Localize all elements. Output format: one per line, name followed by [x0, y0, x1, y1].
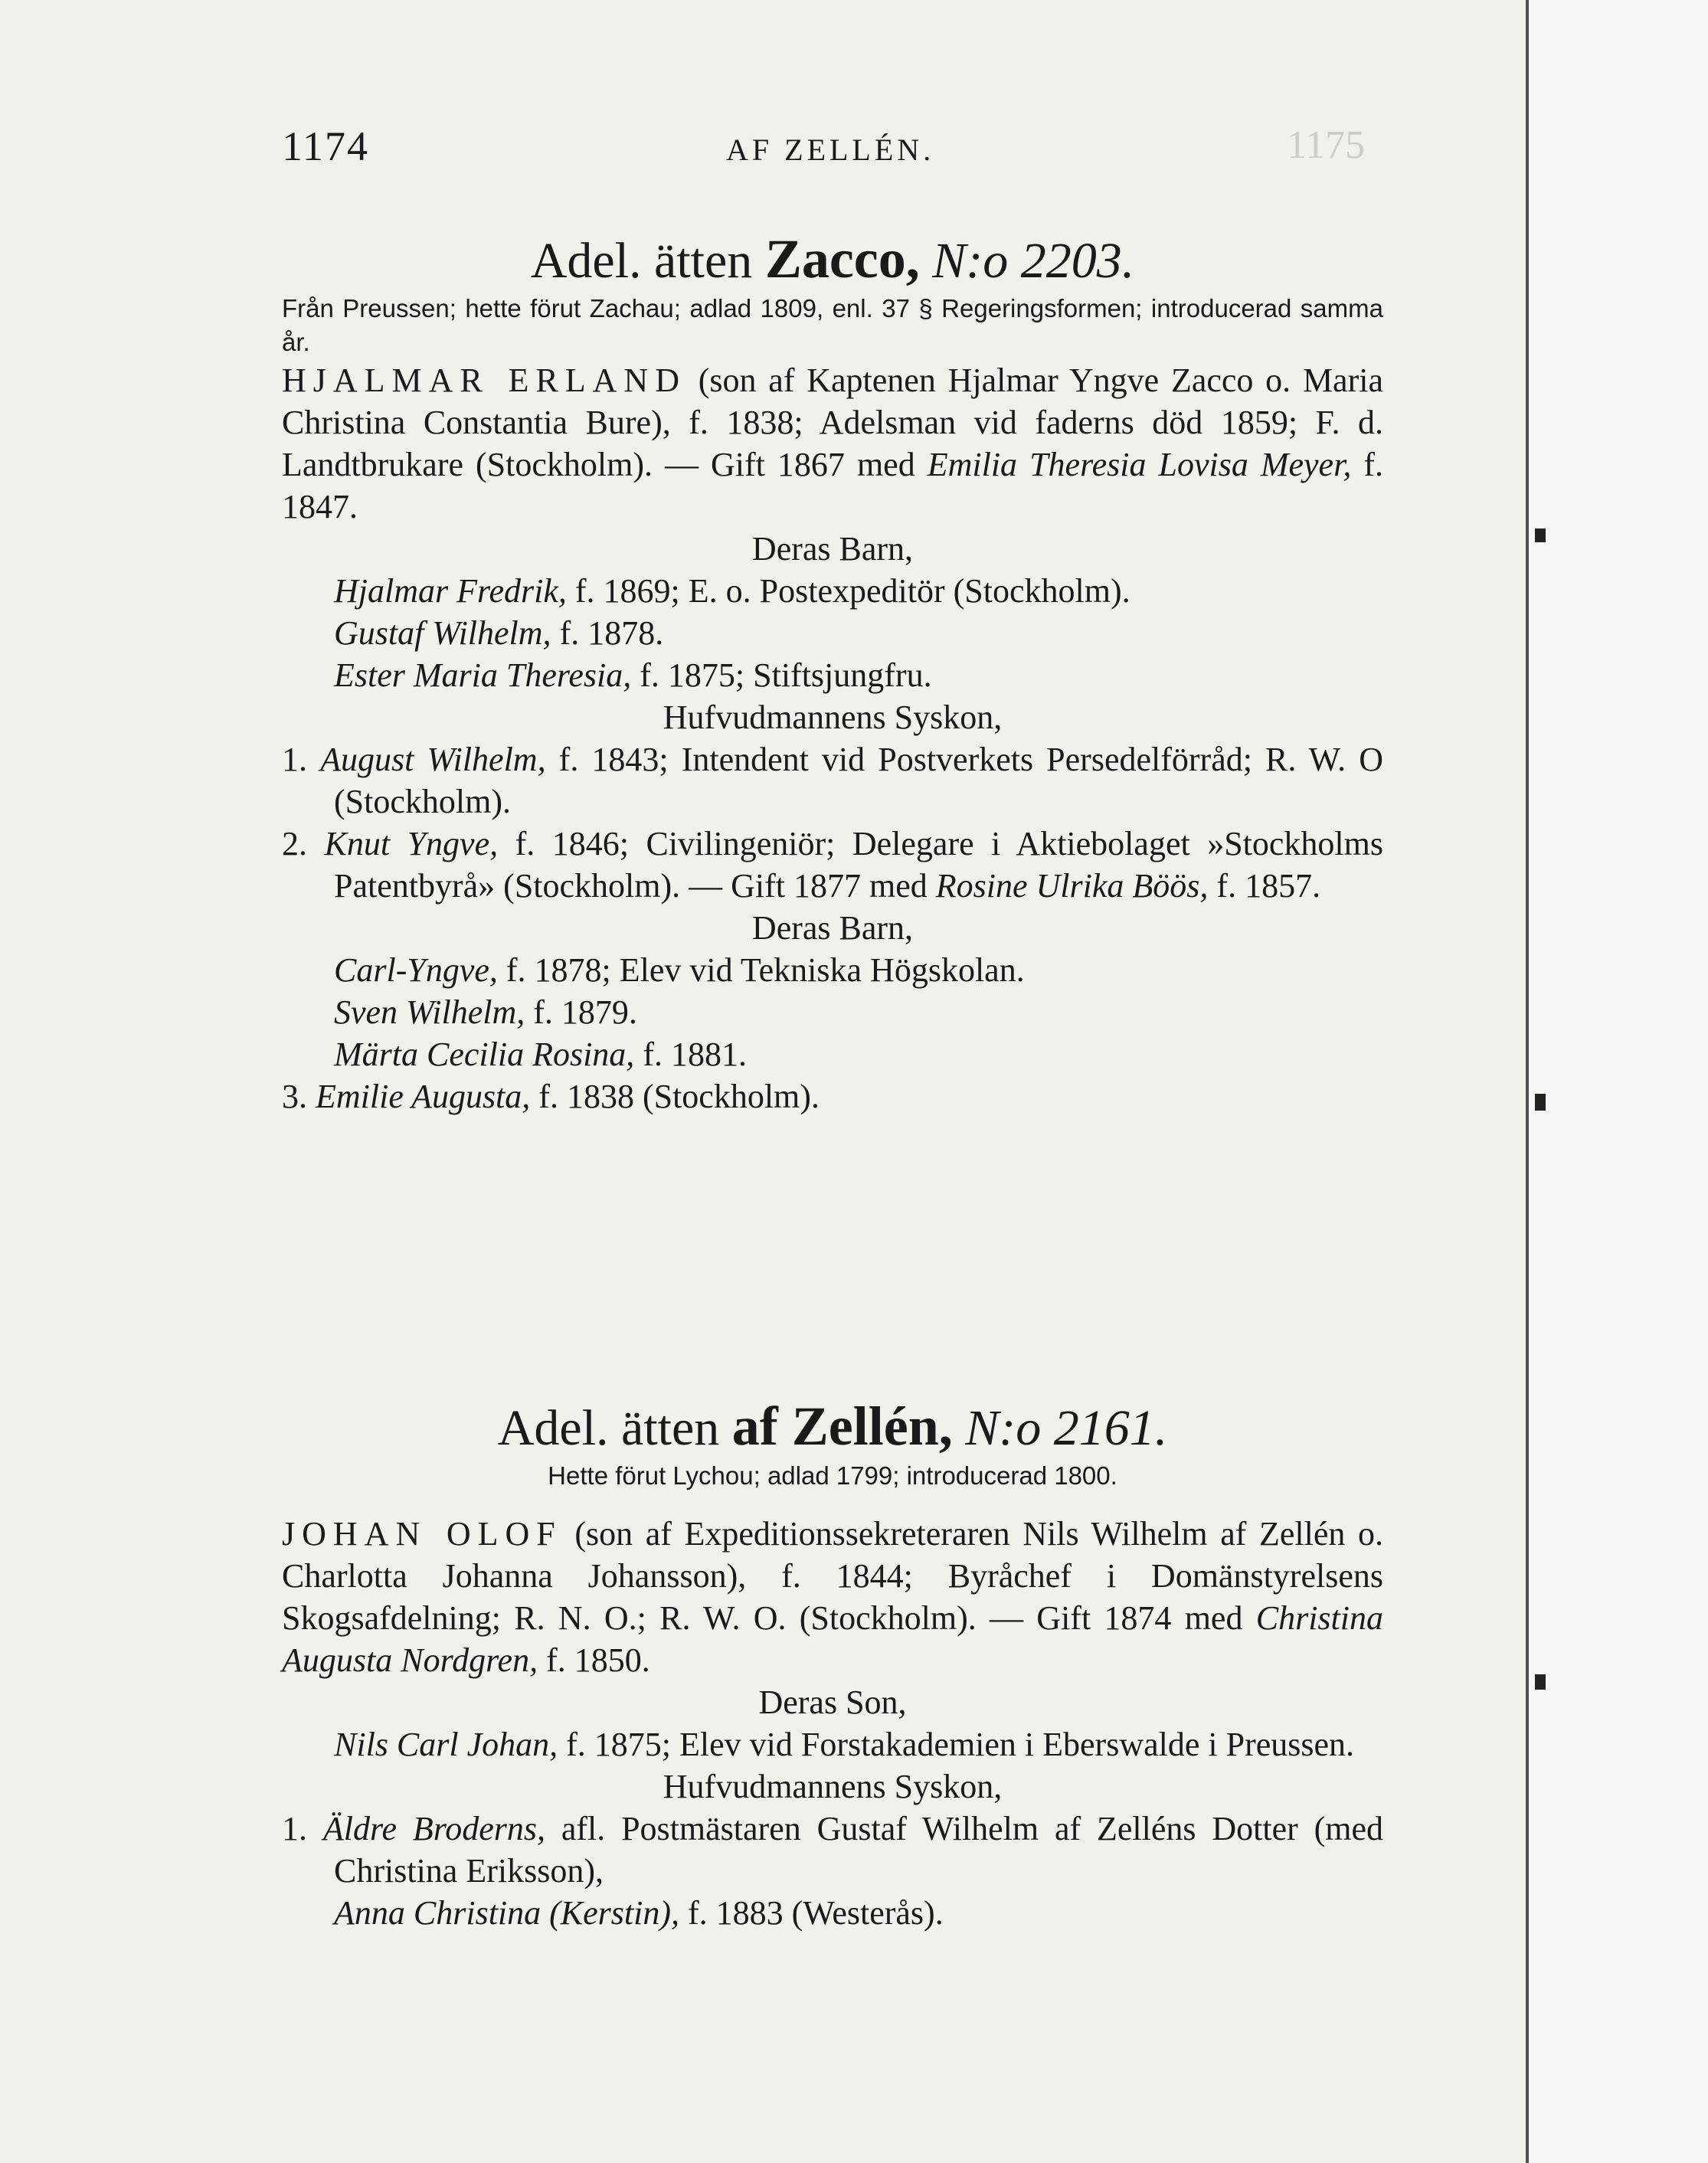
sibling-text: f. 1838 (Stockholm). [530, 1078, 820, 1115]
head-name: JOHAN OLOF [282, 1515, 562, 1553]
family-number: N:o 2161. [965, 1400, 1168, 1456]
sibling-text: f. 1843; Intendent vid Postverkets Persedelförråd; R. W. O (Stockholm). [334, 741, 1383, 820]
page-number: 1174 [282, 123, 369, 169]
edge-mark [1535, 1094, 1546, 1111]
child-text: f. 1875; Stiftsjungfru. [631, 656, 932, 694]
family-title [282, 1396, 1383, 1459]
family-number: N:o 2203. [932, 233, 1135, 289]
spouse-name: Emilia Theresia Lovisa Meyer, [927, 446, 1352, 483]
head-text: (son af Kaptenen Hjalmar Yngve Zacco o. Maria Christina Constantia Bure), f. 1838; Adelsman vid faderns död 1859; F. d. Landtbrukare (Stockholm). — Gift 1867 med [282, 362, 1383, 483]
spouse-name: Christina Augusta Nordgren, [282, 1599, 1383, 1679]
sibling-entry [282, 1075, 1383, 1117]
facing-page-edge [1529, 0, 1708, 2163]
family-title [282, 228, 1383, 292]
sibling-entry [282, 823, 1383, 907]
child-name: Gustaf Wilhelm, [334, 614, 551, 652]
head-name: HJALMAR ERLAND [282, 362, 686, 399]
sibling-spouse-born: f. 1857. [1208, 867, 1321, 905]
child-entry [282, 654, 1383, 696]
edge-mark [1535, 528, 1546, 542]
page-binding-edge [1526, 0, 1529, 2163]
grandchild-entry [282, 949, 1383, 991]
sibling-number: 1. [282, 1810, 307, 1847]
sibling-spouse: Rosine Ulrika Böös, [935, 867, 1209, 905]
sibling-entry [282, 738, 1383, 823]
grandchild-text: f. 1878; Elev vid Tekniska Högskolan. [497, 951, 1025, 989]
family-head-entry [282, 1513, 1383, 1681]
sibling-number: 3. [282, 1078, 307, 1115]
children-heading: Deras Barn, [751, 530, 914, 568]
running-title: AF ZELLÉN. [726, 133, 935, 167]
grandchild-text: f. 1881. [634, 1036, 747, 1073]
child-name: Ester Maria Theresia, [334, 656, 632, 694]
sibling-name: Äldre Broderns, [322, 1810, 545, 1847]
grandchild-text: f. 1879. [525, 993, 637, 1031]
son-entry [282, 1723, 1383, 1765]
niece-text: f. 1883 (Westerås). [679, 1894, 944, 1932]
siblings-heading: Hufvudmannens Syskon, [663, 1768, 1003, 1805]
children-heading: Deras Barn, [751, 909, 914, 947]
grandchild-name: Märta Cecilia Rosina, [334, 1036, 635, 1073]
family-origin: Hette förut Lychou; adlad 1799; introducerad 1800. [548, 1461, 1117, 1490]
child-entry [282, 570, 1383, 612]
sibling-name: Emilie Augusta, [316, 1078, 531, 1115]
family-name: af Zellén, [731, 1396, 953, 1457]
sibling-text: f. 1846; Civilingeniör; Delegare i Aktiebolaget »Stockholms Patentbyrå» (Stockholm). — Gift 1877 med [334, 825, 1383, 905]
next-page-number-ghost: 1175 [1287, 123, 1366, 167]
edge-mark [1535, 1674, 1546, 1690]
title-prefix: Adel. ätten [497, 1400, 720, 1456]
running-head [282, 123, 1383, 176]
sibling-name: August Wilhelm, [320, 741, 546, 778]
family-af-zellen [282, 1396, 1383, 1934]
sibling-entry [282, 1808, 1383, 1892]
sibling-number: 1. [282, 741, 307, 778]
child-name: Hjalmar Fredrik, [334, 572, 567, 610]
son-heading: Deras Son, [758, 1684, 907, 1721]
spouse-born: f. 1850. [538, 1641, 650, 1679]
sibling-name: Knut Yngve, [324, 825, 499, 862]
sibling-text: afl. Postmästaren Gustaf Wilhelm af Zelléns Dotter (med Christina Eriksson), [334, 1810, 1384, 1890]
family-origin: Från Preussen; hette förut Zachau; adlad 1809, enl. 37 § Regeringsformen; introducerad samma år. [282, 294, 1383, 356]
child-text: f. 1878. [551, 614, 664, 652]
grandchild-name: Sven Wilhelm, [334, 993, 525, 1031]
grandchild-name: Carl-Yngve, [334, 951, 498, 989]
siblings-heading: Hufvudmannens Syskon, [663, 699, 1003, 736]
niece-entry [282, 1892, 1383, 1934]
sibling-number: 2. [282, 825, 307, 862]
head-text: (son af Expeditionssekreteraren Nils Wilhelm af Zellén o. Charlotta Johanna Johansson), f. 1844; Byråchef i Domänstyrelsens Skogsafdelning; R. N. O.; R. W. O. (Stockholm). — Gift 1874 med [282, 1515, 1383, 1637]
family-head-entry [282, 359, 1383, 528]
son-text: f. 1875; Elev vid Forstakademien i Eberswalde i Preussen. [558, 1726, 1355, 1763]
title-prefix: Adel. ätten [530, 233, 753, 289]
grandchild-entry [282, 1033, 1383, 1075]
family-name: Zacco, [764, 228, 920, 290]
niece-name: Anna Christina (Kerstin), [334, 1894, 680, 1932]
spouse-born: f. 1847. [282, 446, 1384, 525]
family-zacco [282, 228, 1383, 1117]
grandchild-entry [282, 991, 1383, 1033]
child-text: f. 1869; E. o. Postexpeditör (Stockholm). [566, 572, 1130, 610]
son-name: Nils Carl Johan, [334, 1726, 558, 1763]
child-entry [282, 612, 1383, 654]
